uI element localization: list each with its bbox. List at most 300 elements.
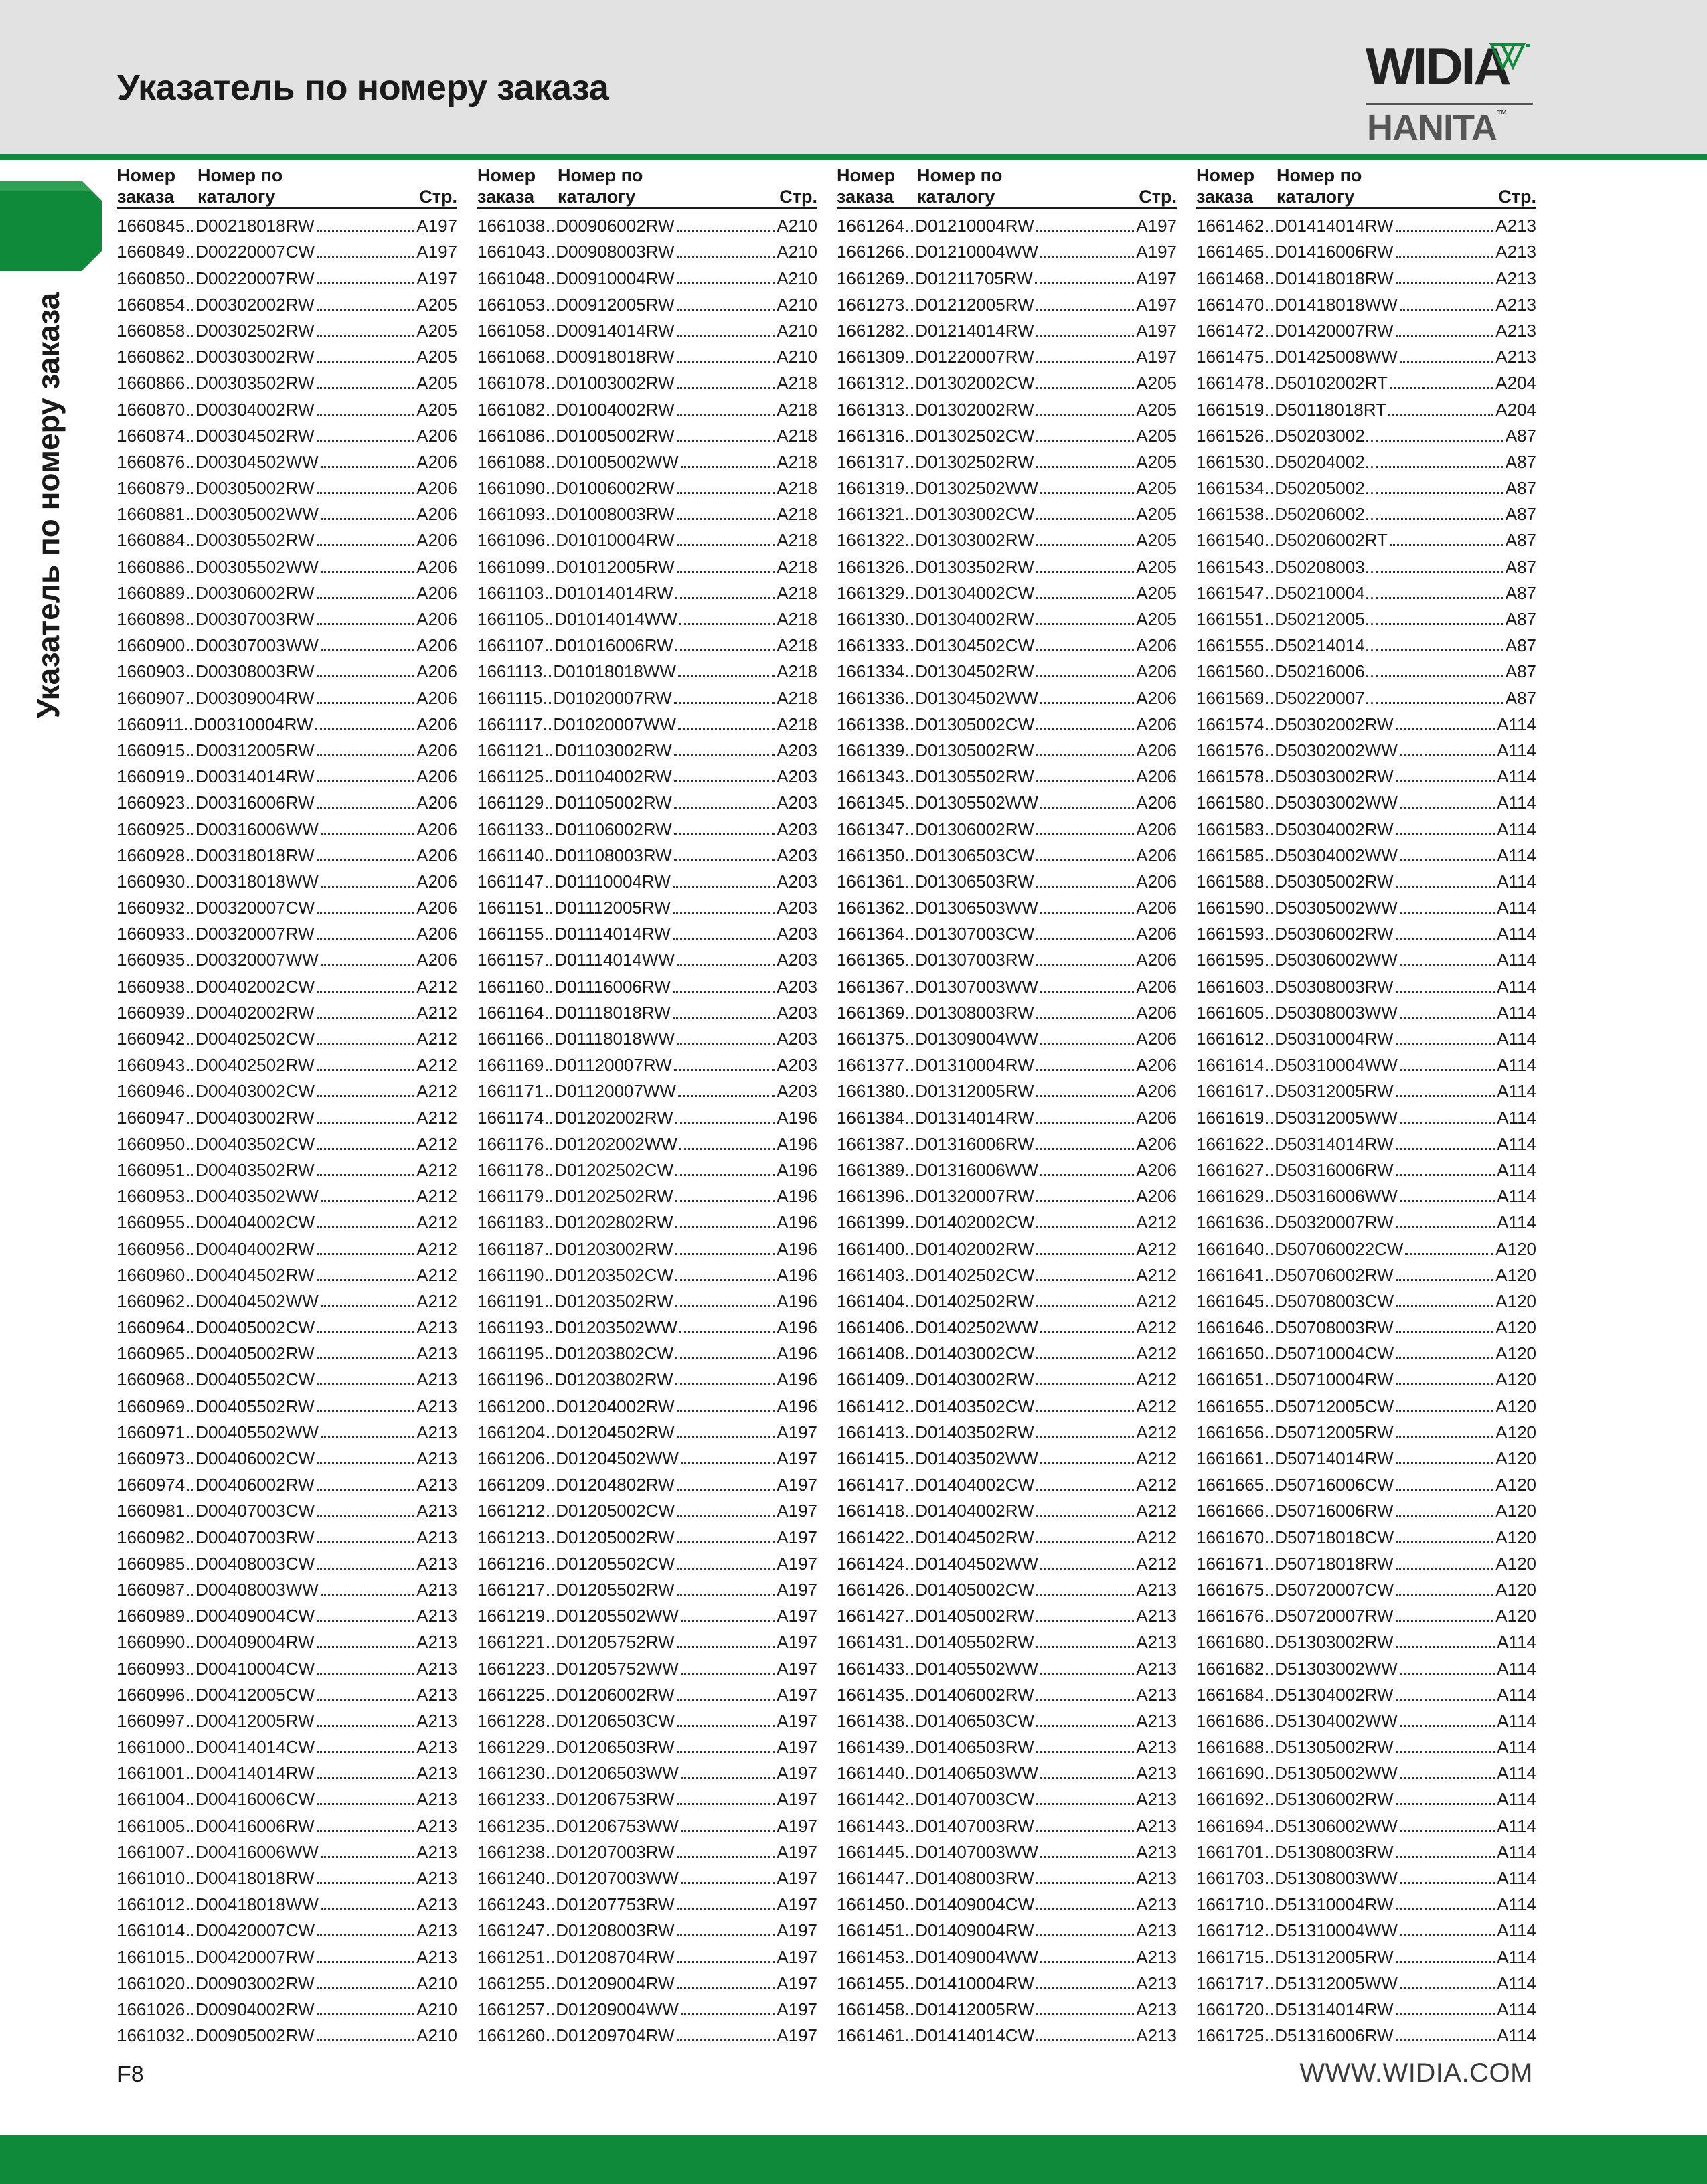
leader-dots — [674, 833, 775, 835]
leader-dots — [544, 675, 551, 677]
order-number: 1660935 — [117, 950, 185, 971]
page-reference: A206 — [416, 871, 457, 892]
leader-dots — [547, 1803, 554, 1805]
catalog-number: D01104002RW — [554, 766, 672, 787]
leader-dots — [906, 518, 913, 520]
catalog-number: D01203002RW — [554, 1238, 673, 1259]
catalog-number: D00408003WW — [195, 1579, 319, 1600]
catalog-number: D50102002RT — [1275, 373, 1388, 394]
page-reference: A212 — [416, 1029, 457, 1049]
index-row — [117, 1262, 457, 1288]
order-number: 1660925 — [117, 819, 185, 839]
leader-dots — [547, 1725, 554, 1727]
index-row — [117, 947, 457, 973]
leader-dots — [546, 1043, 552, 1045]
leader-dots — [906, 1620, 913, 1622]
page-reference: A197 — [777, 1841, 817, 1862]
catalog-number: D50708003RW — [1275, 1317, 1394, 1338]
page-reference: A205 — [1136, 451, 1177, 472]
page-reference: A205 — [416, 294, 457, 315]
catalog-number: D01308003RW — [915, 1002, 1034, 1023]
page-reference: A218 — [777, 530, 817, 551]
order-number: 1660858 — [117, 320, 185, 341]
leader-dots — [906, 912, 913, 914]
catalog-number: D51312005WW — [1275, 1972, 1398, 1993]
page-reference: A197 — [777, 1710, 817, 1731]
catalog-number: D01003002RW — [556, 373, 675, 394]
catalog-number: D01404502RW — [915, 1527, 1034, 1547]
order-number: 1661547 — [1196, 582, 1265, 603]
page-reference: A213 — [1495, 216, 1536, 236]
leader-dots — [187, 859, 193, 861]
catalog-number: D51303002RW — [1275, 1632, 1394, 1653]
catalog-number: D01306002RW — [915, 819, 1034, 839]
order-number: 1660965 — [117, 1343, 185, 1364]
leader-dots — [906, 1148, 913, 1150]
page-reference: A87 — [1505, 635, 1536, 656]
leader-dots — [546, 1017, 552, 1019]
page-reference: A206 — [1136, 1107, 1177, 1128]
catalog-number: D50303002WW — [1275, 792, 1398, 813]
catalog-number: D00420007CW — [195, 1920, 315, 1941]
index-row — [477, 1786, 817, 1813]
leader-dots — [187, 1200, 193, 1202]
leader-dots — [321, 466, 414, 468]
leader-dots — [187, 1436, 193, 1438]
leader-dots — [1266, 466, 1273, 468]
index-row — [117, 606, 457, 633]
section-tab-marker — [0, 181, 102, 271]
leader-dots — [1266, 1620, 1273, 1622]
leader-dots — [1396, 1515, 1494, 1517]
catalog-number: D01108003RW — [554, 845, 672, 865]
page-reference: A206 — [416, 478, 457, 499]
index-row — [117, 1655, 457, 1681]
index-row — [837, 554, 1177, 580]
page-reference: A197 — [777, 1658, 817, 1679]
leader-dots — [187, 2013, 193, 2015]
page-reference: A206 — [416, 635, 457, 656]
leader-dots — [187, 571, 193, 573]
page-reference: A213 — [1136, 1632, 1177, 1653]
order-number: 1661179 — [477, 1186, 544, 1207]
index-row — [837, 527, 1177, 554]
index-row — [1196, 1551, 1536, 1577]
page-reference: A206 — [1136, 845, 1177, 865]
catalog-number: D01203502CW — [554, 1264, 674, 1285]
order-number: 1661160 — [477, 976, 544, 997]
index-row — [117, 344, 457, 370]
index-row — [117, 1997, 457, 2023]
order-number: 1660964 — [117, 1317, 185, 1338]
index-row — [117, 1603, 457, 1629]
leader-dots — [546, 754, 552, 756]
index-row — [837, 1734, 1177, 1760]
order-number: 1660939 — [117, 1002, 185, 1023]
index-row — [837, 764, 1177, 790]
leader-dots — [187, 991, 193, 993]
page-reference: A196 — [777, 1369, 817, 1390]
leader-dots — [677, 1725, 775, 1727]
page-reference: A205 — [1136, 504, 1177, 525]
leader-dots — [317, 1830, 415, 1832]
leader-dots — [1266, 1830, 1273, 1832]
leader-dots — [317, 1331, 414, 1333]
leader-dots — [906, 230, 913, 232]
order-number: 1660996 — [117, 1684, 185, 1705]
order-number: 1661555 — [1196, 635, 1265, 656]
catalog-number: D01116006RW — [554, 976, 671, 997]
leader-dots — [315, 728, 415, 730]
leader-dots — [906, 1699, 913, 1701]
order-number: 1661688 — [1196, 1737, 1265, 1758]
page-reference: A213 — [416, 1684, 457, 1705]
index-row — [117, 1839, 457, 1865]
order-number: 1661424 — [837, 1553, 905, 1574]
index-row — [477, 633, 817, 659]
order-number: 1661720 — [1196, 1999, 1265, 2019]
page-reference: A196 — [777, 1133, 817, 1154]
leader-dots — [1396, 1699, 1495, 1701]
page-reference: A114 — [1497, 1632, 1536, 1653]
order-number: 1661614 — [1196, 1055, 1265, 1076]
leader-dots — [1400, 1069, 1495, 1071]
order-number: 1661257 — [477, 1999, 546, 2019]
order-number: 1661526 — [1196, 425, 1265, 446]
catalog-number: D01103002RW — [554, 740, 672, 760]
order-number: 1661038 — [477, 216, 546, 236]
leader-dots — [547, 518, 554, 520]
leader-dots — [906, 2013, 913, 2015]
header-order-number: Номер заказа — [117, 165, 176, 207]
index-row — [477, 738, 817, 764]
leader-dots — [1266, 754, 1273, 756]
page-reference: A213 — [416, 1920, 457, 1941]
index-row — [117, 843, 457, 869]
leader-dots — [677, 1043, 775, 1045]
page-reference: A197 — [416, 268, 457, 288]
page-reference: A205 — [1136, 399, 1177, 420]
leader-dots — [1266, 1253, 1273, 1255]
leader-dots — [547, 1987, 554, 1989]
page-reference: A203 — [777, 976, 817, 997]
leader-dots — [547, 544, 554, 546]
index-row — [1196, 1236, 1536, 1262]
catalog-number: D01205752RW — [556, 1632, 675, 1653]
page-reference: A206 — [416, 819, 457, 839]
order-number: 1661230 — [477, 1763, 546, 1784]
leader-dots — [677, 230, 775, 232]
leader-dots — [1400, 1882, 1495, 1884]
order-number: 1661580 — [1196, 792, 1265, 813]
order-number: 1661251 — [477, 1946, 546, 1967]
order-number: 1661343 — [837, 766, 905, 787]
index-row — [1196, 1315, 1536, 1341]
order-number: 1661404 — [837, 1290, 905, 1311]
order-number: 1661661 — [1196, 1448, 1265, 1468]
catalog-number: D00320007RW — [195, 924, 315, 944]
index-row — [477, 1078, 817, 1104]
catalog-number: D01118018WW — [554, 1029, 675, 1049]
page-reference: A203 — [777, 924, 817, 944]
catalog-number: D50308003WW — [1275, 1002, 1398, 1023]
leader-dots — [681, 1673, 775, 1675]
catalog-number: D00403002CW — [195, 1081, 315, 1102]
leader-dots — [906, 886, 913, 888]
index-row — [1196, 1577, 1536, 1603]
leader-dots — [187, 623, 193, 625]
column-header — [837, 165, 1177, 209]
leader-dots — [1266, 414, 1273, 416]
catalog-number: D00403502RW — [195, 1159, 315, 1180]
leader-dots — [546, 1331, 552, 1333]
catalog-number: D01207003WW — [556, 1868, 679, 1888]
order-number: 1661330 — [837, 609, 905, 629]
leader-dots — [1036, 938, 1134, 940]
index-row — [837, 239, 1177, 265]
catalog-number: D00305502RW — [195, 530, 315, 551]
catalog-number: D01202502RW — [554, 1186, 673, 1207]
index-row — [1196, 239, 1536, 265]
catalog-number: D00312005RW — [195, 740, 315, 760]
header-catalog-number: Номер по каталогу — [1277, 165, 1362, 207]
page-reference: A213 — [416, 1527, 457, 1547]
catalog-number: D00305502WW — [195, 556, 319, 577]
catalog-number: D50310004WW — [1275, 1055, 1398, 1076]
index-row — [477, 1997, 817, 2023]
page-reference: A212 — [416, 1055, 457, 1076]
page-reference: A212 — [1136, 1527, 1177, 1547]
page-reference: A206 — [1136, 1133, 1177, 1154]
order-number: 1661225 — [477, 1684, 546, 1705]
index-row — [117, 554, 457, 580]
leader-dots — [906, 702, 913, 704]
leader-dots — [187, 1725, 193, 1727]
page-reference: A213 — [1136, 1737, 1177, 1758]
index-row — [837, 449, 1177, 475]
leader-dots — [675, 1174, 775, 1176]
order-number: 1661440 — [837, 1763, 905, 1784]
catalog-number: D00403002RW — [195, 1107, 315, 1128]
leader-dots — [547, 492, 554, 494]
leader-dots — [1040, 912, 1134, 914]
order-number: 1661472 — [1196, 320, 1265, 341]
leader-dots — [547, 1620, 554, 1622]
index-row — [1196, 580, 1536, 606]
leader-dots — [1266, 1699, 1273, 1701]
page-reference: A203 — [777, 845, 817, 865]
leader-dots — [317, 1174, 415, 1176]
index-row — [1196, 816, 1536, 842]
page-reference: A87 — [1505, 530, 1536, 551]
order-number: 1661725 — [1196, 2025, 1265, 2046]
leader-dots — [546, 1148, 552, 1150]
order-number: 1661193 — [477, 1317, 544, 1338]
catalog-number: D00220007CW — [195, 242, 315, 262]
leader-dots — [546, 1279, 552, 1281]
order-number: 1660862 — [117, 347, 185, 367]
catalog-number: D01207753RW — [556, 1894, 675, 1915]
order-number: 1660953 — [117, 1186, 185, 1207]
order-number: 1661129 — [477, 792, 544, 813]
leader-dots — [1376, 649, 1503, 651]
catalog-number: D01302502WW — [915, 478, 1038, 499]
leader-dots — [1036, 675, 1135, 677]
page-reference: A196 — [777, 1317, 817, 1338]
index-row — [117, 895, 457, 921]
page-reference: A120 — [1495, 1396, 1536, 1416]
leader-dots — [677, 282, 775, 284]
page-reference: A114 — [1497, 1999, 1536, 2019]
leader-dots — [1266, 1646, 1273, 1648]
order-number: 1661409 — [837, 1369, 905, 1390]
leader-dots — [317, 2013, 415, 2015]
page-reference: A206 — [416, 845, 457, 865]
index-row — [477, 1026, 817, 1052]
page-reference: A213 — [416, 1815, 457, 1836]
page-reference: A205 — [1136, 478, 1177, 499]
catalog-number: D01016006RW — [554, 635, 673, 656]
header-page: Стр. — [779, 187, 817, 207]
page-reference: A114 — [1497, 1868, 1536, 1888]
catalog-number: D01404002RW — [915, 1501, 1034, 1521]
index-row — [837, 1577, 1177, 1603]
leader-dots — [317, 1279, 415, 1281]
order-number: 1660973 — [117, 1448, 185, 1468]
order-number: 1661309 — [837, 347, 905, 367]
page-reference: A197 — [777, 1763, 817, 1784]
page-reference: A206 — [1136, 1055, 1177, 1076]
leader-dots — [674, 1069, 775, 1071]
page-reference: A206 — [416, 713, 457, 734]
catalog-number: D00908003RW — [556, 242, 675, 262]
order-number: 1661032 — [117, 2025, 185, 2046]
leader-dots — [187, 1568, 193, 1570]
catalog-number: D01110004RW — [554, 871, 671, 892]
order-number: 1660993 — [117, 1658, 185, 1679]
catalog-number: D00412005RW — [195, 1710, 315, 1731]
order-number: 1661020 — [117, 1972, 185, 1993]
index-row — [837, 1209, 1177, 1236]
catalog-number: D50302002WW — [1275, 740, 1398, 760]
catalog-number: D50308003RW — [1275, 976, 1394, 997]
leader-dots — [187, 938, 193, 940]
leader-dots — [1040, 702, 1134, 704]
order-number: 1661010 — [117, 1868, 185, 1888]
leader-dots — [547, 1436, 554, 1438]
order-number: 1661338 — [837, 713, 905, 734]
index-row — [1196, 501, 1536, 527]
leader-dots — [906, 414, 913, 416]
leader-dots — [906, 1803, 913, 1805]
catalog-number: D01304002CW — [915, 582, 1035, 603]
leader-dots — [546, 859, 552, 861]
page-reference: A120 — [1495, 1527, 1536, 1547]
index-row — [837, 816, 1177, 842]
leader-dots — [906, 1751, 913, 1753]
order-number: 1661593 — [1196, 924, 1265, 944]
leader-dots — [1036, 571, 1135, 573]
leader-dots — [677, 1515, 775, 1517]
leader-dots — [1266, 1725, 1273, 1727]
leader-dots — [547, 440, 554, 442]
page-reference: A213 — [416, 1369, 457, 1390]
page-reference: A206 — [416, 451, 457, 472]
page-reference: A218 — [777, 635, 817, 656]
leader-dots — [1036, 361, 1135, 363]
leader-dots — [1396, 1803, 1495, 1805]
page-reference: A212 — [416, 1212, 457, 1233]
page-reference: A114 — [1497, 1186, 1536, 1207]
order-number: 1661362 — [837, 898, 905, 918]
page-reference: A206 — [416, 898, 457, 918]
index-row — [477, 1655, 817, 1681]
page-reference: A197 — [777, 1999, 817, 2019]
leader-dots — [1266, 1908, 1273, 1910]
order-number: 1661408 — [837, 1343, 905, 1364]
page-reference: A114 — [1497, 1159, 1536, 1180]
leader-dots — [547, 1489, 554, 1491]
order-number: 1661468 — [1196, 268, 1265, 288]
leader-dots — [547, 256, 554, 258]
index-row — [117, 265, 457, 291]
index-row — [477, 1209, 817, 1236]
index-row — [837, 1498, 1177, 1524]
catalog-number: D01402002RW — [915, 1238, 1034, 1259]
page-reference: A206 — [416, 504, 457, 525]
leader-dots — [677, 544, 775, 546]
order-number: 1661717 — [1196, 1972, 1265, 1993]
leader-dots — [1035, 282, 1135, 284]
page-reference: A205 — [1136, 609, 1177, 629]
catalog-number: D51306002RW — [1275, 1789, 1394, 1810]
index-row — [1196, 1839, 1536, 1865]
leader-dots — [187, 702, 193, 704]
leader-dots — [321, 886, 414, 888]
leader-dots — [677, 1934, 775, 1936]
index-row — [837, 1813, 1177, 1839]
header-order-number: Номер заказа — [837, 165, 896, 207]
leader-dots — [1266, 728, 1273, 730]
leader-dots — [187, 964, 193, 966]
catalog-number: D01206503CW — [556, 1710, 675, 1731]
leader-dots — [906, 440, 913, 442]
page-reference: A206 — [416, 950, 457, 971]
page-reference: A210 — [777, 320, 817, 341]
leader-dots — [317, 1961, 415, 1963]
page-reference: A206 — [1136, 713, 1177, 734]
page-reference: A212 — [416, 1159, 457, 1180]
leader-dots — [1396, 1961, 1495, 1963]
order-number: 1661694 — [1196, 1815, 1265, 1836]
order-number: 1661612 — [1196, 1029, 1265, 1049]
page-reference: A197 — [777, 1972, 817, 1993]
index-row — [1196, 1682, 1536, 1708]
catalog-number: D01416006RW — [1275, 242, 1394, 262]
catalog-number: D01020007RW — [553, 687, 672, 708]
catalog-number: D01407003CW — [915, 1789, 1035, 1810]
order-number: 1661415 — [837, 1448, 905, 1468]
catalog-number: D00402002RW — [195, 1002, 315, 1023]
order-number: 1661585 — [1196, 845, 1265, 865]
leader-dots — [187, 780, 193, 782]
leader-dots — [1376, 518, 1503, 520]
page-reference: A206 — [416, 766, 457, 787]
index-row — [477, 423, 817, 449]
leader-dots — [906, 571, 913, 573]
order-number: 1661670 — [1196, 1527, 1265, 1547]
page-reference: A212 — [1136, 1553, 1177, 1574]
